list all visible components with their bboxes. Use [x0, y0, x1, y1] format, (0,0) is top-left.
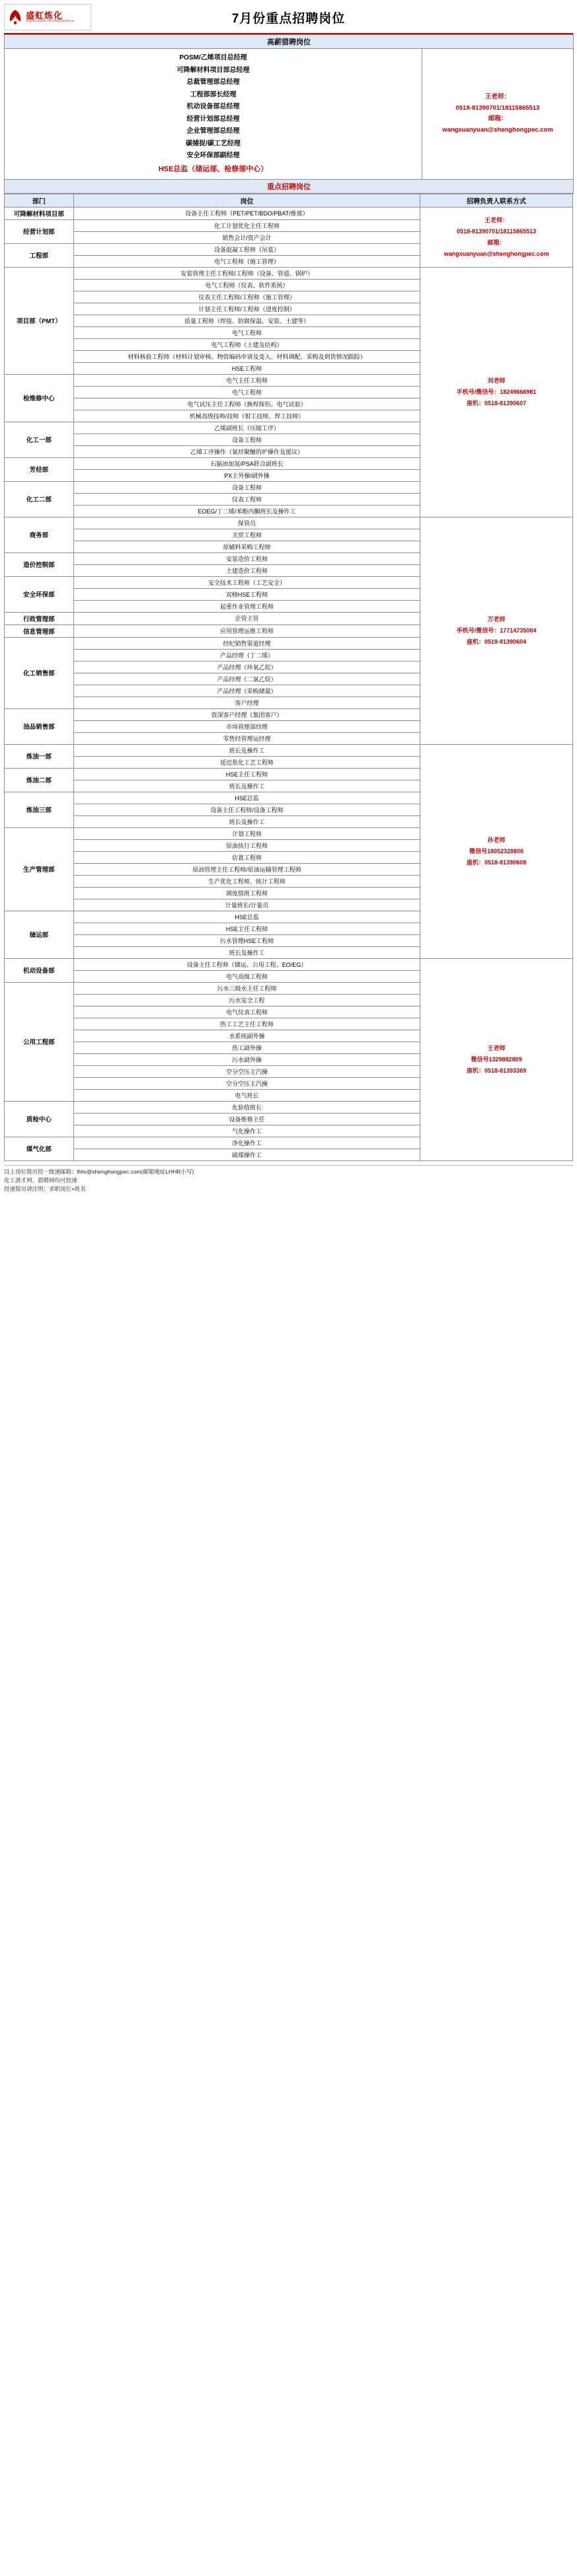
position-cell: HSE总监: [73, 911, 420, 923]
position-cell: 经纪销售渠道经理: [73, 637, 420, 649]
position-cell: 水系统副外操: [73, 1030, 420, 1042]
department-cell: 经营计划部: [5, 219, 74, 243]
key-positions-band-label: 重点招聘岗位: [5, 179, 574, 193]
contact-line: 座机：0518-81390608: [467, 858, 527, 866]
position-cell: 机械高级技师/技师（钳工技师、焊工技师）: [73, 410, 420, 422]
position-cell: 仪表工程师: [73, 493, 420, 505]
contact-line: 手机号/微信号：17714735004: [456, 626, 537, 634]
department-cell: 行政管理部: [5, 612, 74, 625]
position-cell: 净化操作工: [73, 1137, 420, 1149]
position-cell: 客户经理: [73, 697, 420, 708]
position-cell: 化工计划优化主任工程师: [73, 219, 420, 231]
position-cell: 设备混凝工程师（吊装）: [73, 243, 420, 255]
contact-line: 刘老师: [487, 377, 506, 384]
position-cell: 电气班长: [73, 1089, 420, 1101]
department-cell: 油品销售部: [5, 708, 74, 744]
department-cell: 公用工程部: [5, 982, 74, 1101]
contact-line: 王老师: [487, 1044, 506, 1051]
contact-line: 0518-81390701/18115865513: [456, 227, 537, 235]
position-cell: 计划主任工程师/工程师（进度控制）: [73, 303, 420, 315]
column-header: 招聘负责人联系方式: [420, 194, 573, 207]
footer-line: 化工潜才网、猎聘网均可投递: [4, 1177, 77, 1184]
position-cell: 电气仪表工程师: [73, 1006, 420, 1018]
footer-line: 投递简历请注明：求职岗位+姓名: [4, 1186, 86, 1193]
department-cell: 芳烃部: [5, 457, 74, 481]
department-cell: 安全环保部: [5, 576, 74, 612]
position-cell: 关贸工程师: [73, 529, 420, 541]
page-header: [4, 3, 573, 34]
position-cell: 电气工程师: [73, 326, 420, 338]
position-cell: 产品经理（丁二烯）: [73, 649, 420, 661]
logo-name-cn: 盛虹炼化: [26, 10, 63, 20]
list-item: 经营计划部总经理: [186, 115, 240, 123]
department-cell: 炼油二部: [5, 768, 74, 792]
list-item: 机动设备部总经理: [186, 103, 240, 110]
table-row: [5, 49, 574, 180]
contact-line: 王老师：: [484, 216, 509, 223]
list-item: POSM/乙烯项目总经理: [179, 54, 247, 61]
table-row: [5, 517, 573, 529]
position-cell: 安全技术工程师（工艺安全）: [73, 576, 420, 588]
position-cell: 双格HSE工程师: [73, 588, 420, 600]
position-cell: 市场管理部经理: [73, 720, 420, 732]
position-cell: 污水三级水主任工程师: [73, 982, 420, 994]
position-cell: 电气试压主任工程师（换焊探伤、电气试验）: [73, 398, 420, 410]
premium-band-label: 高薪猎聘岗位: [5, 35, 574, 49]
position-cell: 产品经理（环氧乙烷）: [73, 661, 420, 673]
position-cell: 设备主任工程师/设备工程师: [73, 804, 420, 815]
department-cell: 造价控制部: [5, 552, 74, 576]
position-cell: HSE工程师: [73, 362, 420, 374]
position-cell: 电气工程师: [73, 386, 420, 398]
contact-line: 孙老师: [487, 836, 506, 843]
department-cell: 商务部: [5, 517, 74, 552]
department-cell: 信息管理部: [5, 625, 74, 637]
department-cell: 炼油三部: [5, 792, 74, 827]
department-cell: 化工销售部: [5, 637, 74, 708]
contact-line: 座机：0518-81390607: [467, 399, 527, 406]
contact-name: 王老师：: [484, 93, 510, 101]
key-positions-body: [5, 194, 573, 1160]
list-item: 企业管理部总经理: [186, 128, 240, 135]
position-cell: 估置工程师: [73, 851, 420, 863]
position-cell: HSE主任工程师: [73, 923, 420, 934]
position-cell: 电气工程师（施工管理）: [73, 255, 420, 267]
list-item: 可降解材料项目部总经理: [176, 66, 250, 74]
position-cell: HSE主任工程师: [73, 768, 420, 780]
key-positions-table: [4, 194, 573, 1161]
position-cell: 电气工程师（土建及结构）: [73, 338, 420, 350]
contact-phone: 0518-81390701/18115865513: [455, 104, 540, 112]
department-cell: 检维修中心: [5, 374, 74, 422]
position-cell: 设备工程师: [73, 434, 420, 445]
footer-notes: [4, 1165, 573, 1194]
position-cell: 班长及操作工: [73, 946, 420, 958]
contact-line: 座机：0518-81390604: [467, 638, 527, 645]
position-cell: EOEG/丁二烯/苯酚丙酮班长及操作工: [73, 505, 420, 517]
position-cell: 延迟焦化工艺工程师: [73, 756, 420, 768]
position-cell: 空分空压主汽操: [73, 1065, 420, 1077]
contact-cell: [420, 744, 573, 958]
table-row: [5, 207, 573, 219]
position-cell: 质量工程师（焊接、防腐保温、安装、土建等）: [73, 315, 420, 326]
position-cell: 班长及操作工: [73, 815, 420, 827]
position-cell: 保管员: [73, 517, 420, 529]
logo-mark-icon: [7, 9, 24, 26]
position-cell: 污水管理HSE工程师: [73, 934, 420, 946]
table-row: [5, 35, 574, 49]
position-cell: 设备主任工程师（PET/PET/BDO/PBAT/维那）: [73, 207, 420, 219]
list-item: HSE总监（储运部、检修部中心）: [158, 165, 268, 173]
position-cell: 销售会计/资产会计: [73, 231, 420, 243]
department-cell: 煤气化部: [5, 1137, 74, 1160]
logo-name-en: SHENGHONG PETROCHEMICAL: [26, 19, 75, 23]
position-cell: 热工副外操: [73, 1042, 420, 1053]
position-cell: 企管主管: [73, 612, 420, 625]
contact-line: wangxuanyuan@shenghongpec.com: [443, 250, 549, 257]
position-cell: 调度值班工程师: [73, 887, 420, 899]
column-header: 岗位: [73, 194, 420, 207]
position-cell: 电气高级工程师: [73, 970, 420, 982]
position-cell: 仪表主任工程师/工程师（施工管理）: [73, 291, 420, 303]
premium-positions-list: [5, 49, 422, 180]
table-row: [5, 267, 573, 279]
department-cell: 化工二部: [5, 481, 74, 517]
company-logo: [4, 4, 91, 30]
contact-line: 微信号1329882809: [471, 1055, 522, 1063]
list-item: 工程部部长经理: [190, 91, 237, 98]
premium-contact: [422, 49, 574, 180]
position-cell: 电气工程师（仪表、软件系统）: [73, 279, 420, 291]
position-cell: 原油执行工程师: [73, 839, 420, 851]
contact-cell: [420, 517, 573, 744]
position-cell: HSE总监: [73, 792, 420, 804]
position-cell: 安装造价工程师: [73, 552, 420, 564]
position-cell: 班长及操作工: [73, 744, 420, 756]
department-cell: 机动设备部: [5, 958, 74, 982]
table-row: [5, 958, 573, 970]
position-cell: 安装管理主任工程师/工程师（设备、管道、锅炉）: [73, 267, 420, 279]
position-cell: 应用管理运维工程师: [73, 625, 420, 637]
position-cell: 设备工程师: [73, 481, 420, 493]
position-cell: 污水副外操: [73, 1053, 420, 1065]
position-cell: 设备主任工程师（储运、公用工程、EO/EG）: [73, 958, 420, 970]
contact-cell: [420, 267, 573, 517]
position-cell: 产品经理（二氯乙烷）: [73, 673, 420, 685]
contact-line: 万老师: [487, 615, 506, 623]
logo-text: [26, 11, 75, 23]
department-cell: 工程部: [5, 243, 74, 267]
position-cell: 硫煤操作工: [73, 1149, 420, 1160]
contact-line: 微信号18052328800: [469, 847, 524, 854]
position-cell: 计划工程师: [73, 827, 420, 839]
position-cell: 材料核验工程师（材料计划审核、物资编码申请及变入、材料调配、采购及到货情况跟踪）: [73, 350, 420, 362]
column-header: 部门: [5, 194, 74, 207]
position-cell: 班长及操作工: [73, 780, 420, 792]
position-cell: 电气主任工程师: [73, 374, 420, 386]
table-header-row: [5, 194, 573, 207]
position-cell: 原辅料采购工程师: [73, 541, 420, 552]
position-cell: 资深客户经理（集团客户）: [73, 708, 420, 720]
department-cell: 炼油一部: [5, 744, 74, 768]
department-cell: 质检中心: [5, 1101, 74, 1137]
contact-cell: [420, 207, 573, 267]
list-item: 碳捕捉/碳工艺经理: [186, 139, 241, 147]
position-cell: 污水安全工程: [73, 994, 420, 1006]
position-cell: 土建造价工程师: [73, 564, 420, 576]
recruitment-poster: [0, 0, 577, 1200]
position-cell: 乙烯工序操作（氯烃聚醚的炉操作及提议）: [73, 445, 420, 457]
list-item: 总裁管理部总经理: [186, 79, 240, 86]
position-cell: 设备维修主任: [73, 1113, 420, 1125]
table-row: [5, 744, 573, 756]
list-item: 安全环保部副经理: [186, 152, 240, 159]
department-cell: 化工一部: [5, 422, 74, 457]
position-cell: 产品经理（采购储量）: [73, 685, 420, 697]
position-cell: 生产优化工程师、统计工程师: [73, 875, 420, 887]
department-cell: 项目部（PMT）: [5, 267, 74, 374]
position-cell: 乙烯副班长（压缩工序）: [73, 422, 420, 434]
position-cell: 石脑油加氢/PSA联合副班长: [73, 457, 420, 469]
position-cell: 空分空压主汽操: [73, 1077, 420, 1089]
position-cell: 化验值班长: [73, 1101, 420, 1113]
contact-line: 手机号/微信号：18249666981: [456, 388, 537, 395]
contact-email-label: 邮箱：: [488, 115, 508, 123]
contact-cell: [420, 958, 573, 1160]
position-cell: 零售经管理运经理: [73, 732, 420, 744]
contact-line: 座机：0518-81393369: [467, 1067, 527, 1074]
position-cell: 起重作业管理工程师: [73, 600, 420, 612]
department-cell: 生产管理部: [5, 827, 74, 911]
contact-line: 邮箱：: [487, 239, 506, 246]
position-cell: 原油管理主任工程师/原油运输管理工程师: [73, 863, 420, 875]
position-cell: 计量班长/计量员: [73, 899, 420, 911]
table-row: [5, 179, 574, 193]
position-cell: 热工工艺主任工程师: [73, 1018, 420, 1030]
position-cell: PX主外操/副外操: [73, 469, 420, 481]
department-cell: 可降解材料项目部: [5, 207, 74, 219]
department-cell: 储运部: [5, 911, 74, 958]
premium-positions-table: [4, 34, 574, 194]
position-cell: 气化操作工: [73, 1125, 420, 1137]
page-title: 7月份重点招聘岗位: [231, 11, 346, 26]
contact-email: wangxuanyuan@shenghongpec.com: [442, 126, 553, 134]
footer-line: 以上岗位简历投一级递邮箱：lhhr@shenghongpec.com(邮箱地址LHHR小写): [4, 1168, 194, 1175]
